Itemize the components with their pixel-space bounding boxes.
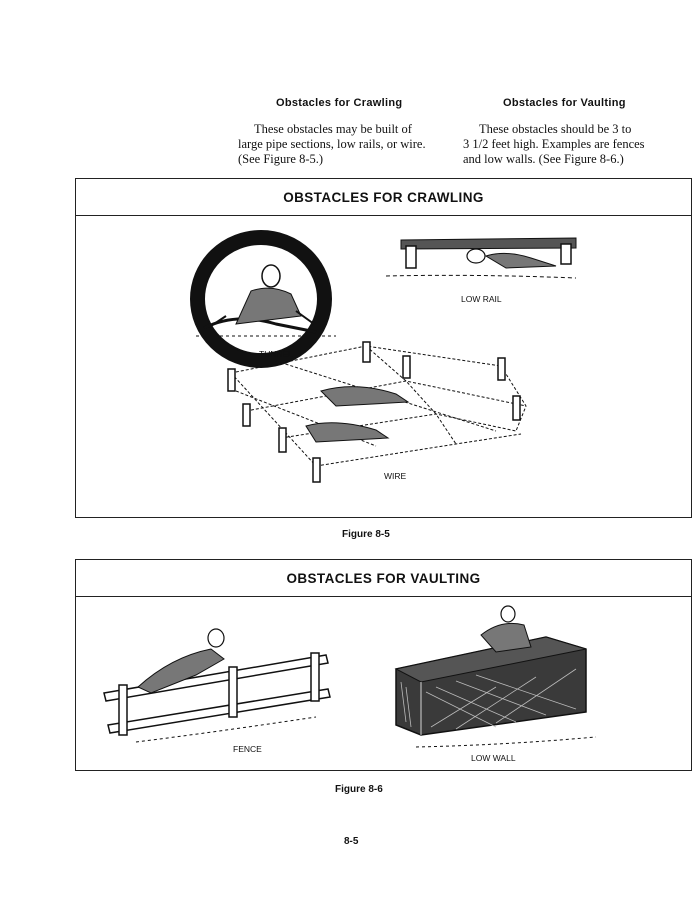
crawling-illustration [76, 216, 691, 518]
figure-vaulting-panel [75, 559, 692, 771]
paragraph-line: (See Figure 8-5.) [238, 152, 324, 166]
figure-8-6-caption: Figure 8-6 [335, 784, 383, 795]
heading-obstacles-crawling: Obstacles for Crawling [276, 97, 403, 109]
paragraph-line: These obstacles may be built of [254, 122, 412, 136]
low-rail-illustration [386, 238, 576, 278]
vaulting-paragraph [463, 122, 651, 167]
low-wall-illustration [396, 606, 596, 747]
low-wall-label: LOW WALL [471, 753, 516, 763]
figure-8-5-caption: Figure 8-5 [342, 529, 390, 540]
figure-crawling-title: OBSTACLES FOR CRAWLING [76, 179, 691, 216]
fence-label: FENCE [233, 744, 262, 754]
paragraph-line: These obstacles should be 3 to [479, 122, 632, 136]
vaulting-illustration [76, 597, 691, 771]
low-rail-label: LOW RAIL [461, 294, 502, 304]
paragraph-line: large pipe sections, low rails, or wire. [238, 137, 426, 151]
page-number: 8-5 [344, 836, 359, 847]
paragraph-line: 3 1/2 feet high. Examples are fences [463, 137, 645, 151]
figure-vaulting-title: OBSTACLES FOR VAULTING [76, 560, 691, 597]
paragraph-line: and low walls. (See Figure 8-6.) [463, 152, 624, 166]
crawling-paragraph [238, 122, 426, 167]
figure-crawling-panel [75, 178, 692, 518]
tunnel-illustration [196, 237, 336, 361]
wire-label: WIRE [384, 471, 407, 481]
heading-obstacles-vaulting: Obstacles for Vaulting [503, 97, 626, 109]
tunnel-label: TUNNEL [259, 349, 294, 359]
fence-illustration [104, 629, 330, 742]
